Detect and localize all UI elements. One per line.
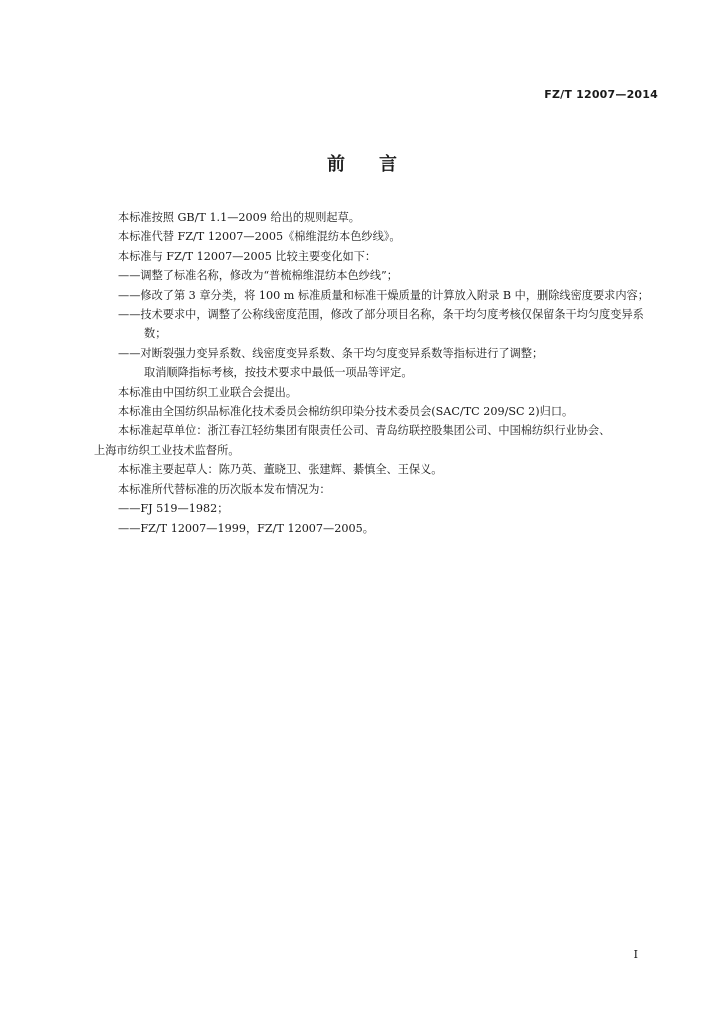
paragraph-drafting-rules: 本标准按照 GB/T 1.1—2009 给出的规则起草。: [118, 211, 360, 224]
change-item: ——对断裂强力变异系数、线密度变异系数、条干均匀度变异系数等指标进行了调整；: [118, 346, 544, 360]
change-item: ——修改了第 3 章分类，将 100 m 标准质量和标准干燥质量的计算放入附录 B 中，删除线密度要求内容；: [118, 288, 649, 302]
history-item: ——FZ/T 12007—1999，FZ/T 12007—2005。: [118, 521, 374, 535]
paragraph-main-drafters: 本标准主要起草人：陈乃英、董晓卫、张建辉、綦慎全、王保义。: [118, 463, 443, 477]
paragraph-replaces: 本标准代替 FZ/T 12007—2005《棉维混纺本色纱线》。: [118, 230, 401, 244]
paragraph-changes-intro: 本标准与 FZ/T 12007—2005 比较主要变化如下：: [118, 249, 377, 263]
foreword-body: [94, 208, 664, 538]
paragraph-drafting-units-cont: 上海市纺织工业技术监督所。: [94, 443, 240, 457]
change-item: ——技术要求中，调整了公称线密度范围，修改了部分项目名称，条干均匀度考核仅保留条干均匀度变异系数；: [118, 308, 644, 341]
page-number: I: [633, 948, 638, 961]
history-item: ——FJ 519—1982；: [118, 502, 229, 516]
paragraph-history-intro: 本标准所代替标准的历次版本发布情况为：: [118, 482, 331, 496]
paragraph-proposed-by: 本标准由中国纺织工业联合会提出。: [118, 385, 298, 399]
standard-number: FZ/T 12007—2014: [544, 88, 658, 101]
paragraph-under-jurisdiction: 本标准由全国纺织品标准化技术委员会棉纺织印染分技术委员会(SAC/TC 209/SC 2)归口。: [118, 405, 574, 419]
change-item: ——调整了标准名称，修改为“普梳棉维混纺本色纱线”；: [118, 269, 398, 283]
paragraph-drafting-units: 本标准起草单位：浙江春江轻纺集团有限责任公司、青岛纺联控股集团公司、中国棉纺织行业协会、: [118, 424, 611, 438]
page-title: 前言: [327, 154, 431, 175]
change-item-continuation: 取消顺降指标考核，按技术要求中最低一项品等评定。: [144, 366, 413, 380]
